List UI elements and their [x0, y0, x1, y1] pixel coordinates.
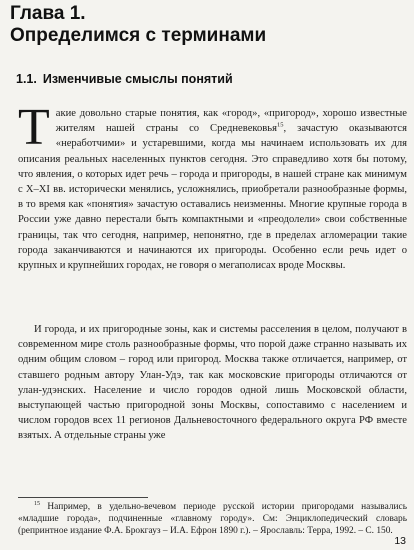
drop-cap: Т	[18, 99, 50, 156]
footnote-divider	[18, 497, 148, 498]
paragraph-1-text-b: , зачастую оказываются «неработчими» и устаревшими, когда мы начинаем использовать их для описания реальных населенных пунктов сегодня. Это справедливо хотя бы потому, что явления, о которых идет речь – города и пригороды, в нашей стране как минимум с X–XI вв. исторически менялись, усложнялись, приобретали разнообразные формы, в то время как «понятия» зачастую оставались неизменны. Многие крупные города в России уже давно перестали быть компактными и «преодолели» свои собственные границы, так что сегодня, например, непонятно, где в пределах агломерации такие города заканчиваются и начинаются их пригороды. Особенно если речь идет о крупных и крупнейших городах, не говоря о мегаполисах вроде Москвы.	[18, 123, 408, 272]
section-number: 1.1.	[16, 72, 37, 86]
footnote-number: 15	[34, 500, 40, 507]
chapter-title: Определимся с терминами	[10, 25, 267, 46]
section-title: Изменчивые смыслы понятий	[42, 72, 233, 86]
footnote-text: Например, в удельно-вечевом периоде русской истории пригородами назывались «младшие города», подчиненные «главному городу». См: Энциклопедический словарь (репринтное издание Ф.А. Брокгауз – И.А. Ефрон 1890 г.). – Ярославль: Терра, 1992. – С. 150.	[18, 502, 407, 537]
footnote	[18, 501, 407, 538]
paragraph-2: И города, и их пригородные зоны, как и системы расселения в целом, получают в современном мире столь разнообразные формы, что порой даже странно называть их одним общим словом – город или пригород. Москва также отличается, например, от ставшего родным автору Улан-Удэ, так как московские пригороды отличаются от улан-удэнских. Население и число городов одной лишь Московской области, выступающей частью пригородной зоны Москвы, сопоставимо с населением и числом городов всех 11 регионов Дальневосточного федерального округа РФ вместе взятых. А отдельные страны уже	[18, 324, 407, 442]
paragraph-1-text-a: акие довольно старые понятия, как «город», «пригород», хорошо известные жителям нашей страны со Средневековья	[55, 108, 407, 135]
page-number: 13	[394, 535, 406, 547]
chapter-label: Глава 1.	[10, 3, 86, 24]
footnote-reference[interactable]: 15	[277, 121, 284, 129]
section-heading	[16, 71, 233, 87]
paragraph-1	[18, 99, 408, 273]
